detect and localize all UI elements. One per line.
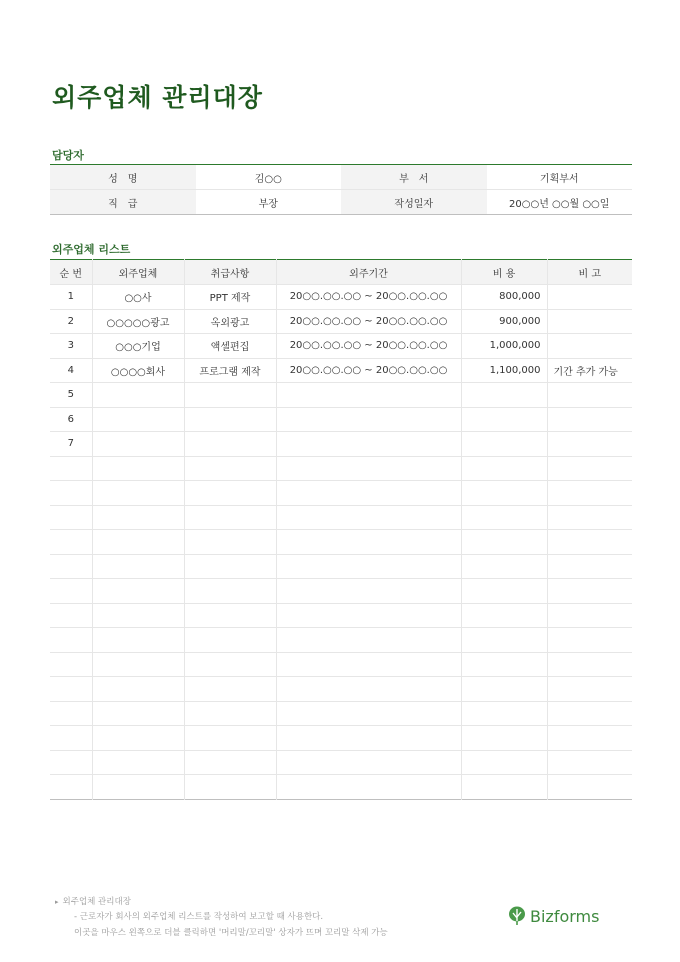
cell-company[interactable] bbox=[92, 432, 184, 457]
vendor-table bbox=[50, 259, 632, 800]
cell-cost[interactable] bbox=[461, 554, 547, 579]
cell-period[interactable] bbox=[276, 603, 461, 628]
cell-note[interactable] bbox=[547, 383, 632, 408]
col-header-note: 비 고 bbox=[547, 260, 632, 285]
cell-period[interactable] bbox=[276, 677, 461, 702]
col-header-no: 순 번 bbox=[50, 260, 92, 285]
cell-item[interactable]: 액셀편집 bbox=[184, 334, 276, 359]
cell-note[interactable] bbox=[547, 652, 632, 677]
cell-item[interactable] bbox=[184, 726, 276, 751]
cell-note[interactable] bbox=[547, 750, 632, 775]
cell-item[interactable] bbox=[184, 554, 276, 579]
cell-period[interactable] bbox=[276, 432, 461, 457]
cell-cost[interactable] bbox=[461, 677, 547, 702]
table-row bbox=[50, 652, 632, 677]
cell-company[interactable] bbox=[92, 505, 184, 530]
cell-company[interactable] bbox=[92, 701, 184, 726]
cell-period[interactable] bbox=[276, 750, 461, 775]
cell-item[interactable] bbox=[184, 579, 276, 604]
cell-period[interactable] bbox=[276, 383, 461, 408]
table-row bbox=[50, 383, 632, 408]
dept-label: 부 서 bbox=[341, 165, 487, 190]
cell-cost[interactable]: 1,100,000 bbox=[461, 358, 547, 383]
table-row bbox=[50, 726, 632, 751]
cell-note[interactable] bbox=[547, 407, 632, 432]
cell-item[interactable] bbox=[184, 407, 276, 432]
name-label: 성 명 bbox=[50, 165, 196, 190]
manager-row bbox=[50, 190, 632, 215]
manager-table bbox=[50, 164, 632, 215]
cell-note[interactable] bbox=[547, 481, 632, 506]
cell-note[interactable] bbox=[547, 285, 632, 310]
cell-period[interactable]: 20○○.○○.○○ ~ 20○○.○○.○○ bbox=[276, 309, 461, 334]
cell-item[interactable] bbox=[184, 383, 276, 408]
cell-no bbox=[50, 726, 92, 751]
footer-title-text: 외주업체 관리대장 bbox=[62, 897, 131, 907]
cell-no: 1 bbox=[50, 285, 92, 310]
cell-company[interactable] bbox=[92, 554, 184, 579]
cell-no: 4 bbox=[50, 358, 92, 383]
cell-item[interactable] bbox=[184, 652, 276, 677]
cell-note[interactable] bbox=[547, 628, 632, 653]
cell-no bbox=[50, 750, 92, 775]
cell-note[interactable] bbox=[547, 530, 632, 555]
vendor-table-header bbox=[50, 260, 632, 285]
cell-company[interactable] bbox=[92, 652, 184, 677]
cell-company[interactable] bbox=[92, 383, 184, 408]
cell-item[interactable] bbox=[184, 677, 276, 702]
cell-note[interactable] bbox=[547, 334, 632, 359]
cell-cost[interactable] bbox=[461, 775, 547, 800]
footer-description: - 근로자가 회사의 외주업체 리스트를 작성하여 보고할 때 사용한다. bbox=[74, 912, 324, 922]
cell-item[interactable] bbox=[184, 432, 276, 457]
cell-item[interactable] bbox=[184, 481, 276, 506]
cell-no bbox=[50, 530, 92, 555]
cell-company[interactable] bbox=[92, 579, 184, 604]
cell-company[interactable] bbox=[92, 775, 184, 800]
cell-no bbox=[50, 505, 92, 530]
table-row bbox=[50, 432, 632, 457]
table-row bbox=[50, 309, 632, 334]
cell-company[interactable] bbox=[92, 603, 184, 628]
cell-period[interactable] bbox=[276, 456, 461, 481]
tree-leaf-icon bbox=[508, 906, 526, 926]
cell-cost[interactable] bbox=[461, 456, 547, 481]
cell-period[interactable] bbox=[276, 407, 461, 432]
table-row bbox=[50, 628, 632, 653]
cell-no bbox=[50, 579, 92, 604]
cell-note[interactable] bbox=[547, 432, 632, 457]
cell-item[interactable] bbox=[184, 701, 276, 726]
cell-item[interactable] bbox=[184, 456, 276, 481]
cell-company[interactable] bbox=[92, 481, 184, 506]
cell-period[interactable]: 20○○.○○.○○ ~ 20○○.○○.○○ bbox=[276, 358, 461, 383]
position-value[interactable]: 부장 bbox=[196, 190, 342, 215]
cell-note[interactable] bbox=[547, 603, 632, 628]
cell-period[interactable] bbox=[276, 726, 461, 751]
manager-row bbox=[50, 165, 632, 190]
table-row bbox=[50, 603, 632, 628]
cell-item[interactable] bbox=[184, 750, 276, 775]
cell-item[interactable]: PPT 제작 bbox=[184, 285, 276, 310]
cell-cost[interactable] bbox=[461, 505, 547, 530]
cell-company[interactable] bbox=[92, 726, 184, 751]
triangle-bullet-icon: ▸ bbox=[55, 898, 59, 906]
table-row bbox=[50, 481, 632, 506]
cell-no bbox=[50, 775, 92, 800]
cell-no bbox=[50, 481, 92, 506]
cell-cost[interactable] bbox=[461, 603, 547, 628]
date-value[interactable]: 20○○년 ○○월 ○○일 bbox=[487, 190, 633, 215]
cell-note[interactable] bbox=[547, 775, 632, 800]
col-header-cost: 비 용 bbox=[461, 260, 547, 285]
cell-period[interactable] bbox=[276, 554, 461, 579]
footer-title bbox=[55, 895, 131, 907]
cell-cost[interactable] bbox=[461, 750, 547, 775]
cell-item[interactable]: 옥외광고 bbox=[184, 309, 276, 334]
cell-cost[interactable] bbox=[461, 652, 547, 677]
cell-no bbox=[50, 628, 92, 653]
cell-no: 3 bbox=[50, 334, 92, 359]
cell-no bbox=[50, 554, 92, 579]
name-value[interactable]: 김○○ bbox=[254, 173, 282, 185]
cell-no bbox=[50, 701, 92, 726]
cell-company[interactable] bbox=[92, 677, 184, 702]
cell-cost[interactable]: 800,000 bbox=[461, 285, 547, 310]
cell-note[interactable]: 기간 추가 가능 bbox=[547, 358, 632, 383]
cell-company[interactable]: ○○사 bbox=[92, 285, 184, 310]
table-row bbox=[50, 554, 632, 579]
table-row bbox=[50, 358, 632, 383]
cell-company[interactable] bbox=[92, 407, 184, 432]
cell-note[interactable] bbox=[547, 579, 632, 604]
cell-period[interactable]: 20○○.○○.○○ ~ 20○○.○○.○○ bbox=[276, 334, 461, 359]
cell-item[interactable] bbox=[184, 505, 276, 530]
table-row bbox=[50, 530, 632, 555]
cell-period[interactable] bbox=[276, 481, 461, 506]
cell-company[interactable] bbox=[92, 530, 184, 555]
cell-item[interactable]: 프로그램 제작 bbox=[184, 358, 276, 383]
cell-cost[interactable]: 900,000 bbox=[461, 309, 547, 334]
cell-period[interactable] bbox=[276, 652, 461, 677]
bizforms-logo bbox=[508, 906, 599, 926]
cell-period[interactable] bbox=[276, 579, 461, 604]
manager-section-heading: 담당자 bbox=[52, 149, 84, 162]
cell-period[interactable] bbox=[276, 775, 461, 800]
cell-no: 6 bbox=[50, 407, 92, 432]
cell-no: 5 bbox=[50, 383, 92, 408]
cell-note[interactable] bbox=[547, 554, 632, 579]
cell-note[interactable] bbox=[547, 456, 632, 481]
cell-cost[interactable] bbox=[461, 628, 547, 653]
cell-cost[interactable] bbox=[461, 481, 547, 506]
table-row bbox=[50, 334, 632, 359]
table-row bbox=[50, 750, 632, 775]
cell-company[interactable]: ○○○기업 bbox=[92, 334, 184, 359]
cell-no: 2 bbox=[50, 309, 92, 334]
table-row bbox=[50, 677, 632, 702]
table-row bbox=[50, 285, 632, 310]
cell-cost[interactable] bbox=[461, 579, 547, 604]
page-title: 외주업체 관리대장 bbox=[52, 83, 263, 112]
col-header-company: 외주업체 bbox=[92, 260, 184, 285]
logo-text: Bizforms bbox=[530, 906, 600, 926]
cell-company[interactable]: ○○○○회사 bbox=[92, 358, 184, 383]
vendor-section-heading: 외주업체 리스트 bbox=[52, 243, 131, 256]
cell-no: 7 bbox=[50, 432, 92, 457]
cell-item[interactable] bbox=[184, 603, 276, 628]
cell-cost[interactable] bbox=[461, 701, 547, 726]
cell-company[interactable] bbox=[92, 628, 184, 653]
table-row bbox=[50, 579, 632, 604]
cell-no bbox=[50, 456, 92, 481]
date-label: 작성일자 bbox=[341, 190, 487, 215]
vendor-table-body bbox=[50, 285, 632, 800]
cell-cost[interactable] bbox=[461, 432, 547, 457]
cell-period[interactable]: 20○○.○○.○○ ~ 20○○.○○.○○ bbox=[276, 285, 461, 310]
cell-note[interactable] bbox=[547, 701, 632, 726]
cell-period[interactable] bbox=[276, 628, 461, 653]
cell-cost[interactable] bbox=[461, 530, 547, 555]
cell-period[interactable] bbox=[276, 530, 461, 555]
table-row bbox=[50, 456, 632, 481]
cell-item[interactable] bbox=[184, 628, 276, 653]
cell-note[interactable] bbox=[547, 505, 632, 530]
table-row bbox=[50, 701, 632, 726]
cell-cost[interactable] bbox=[461, 726, 547, 751]
cell-no bbox=[50, 603, 92, 628]
cell-no bbox=[50, 652, 92, 677]
cell-no bbox=[50, 677, 92, 702]
cell-item[interactable] bbox=[184, 775, 276, 800]
cell-cost[interactable] bbox=[461, 407, 547, 432]
cell-note[interactable] bbox=[547, 309, 632, 334]
cell-company[interactable] bbox=[92, 750, 184, 775]
col-header-period: 외주기간 bbox=[276, 260, 461, 285]
table-row bbox=[50, 775, 632, 800]
cell-note[interactable] bbox=[547, 726, 632, 751]
table-row bbox=[50, 407, 632, 432]
dept-value[interactable]: 기획부서 bbox=[539, 173, 579, 185]
position-label: 직 급 bbox=[50, 190, 196, 215]
cell-company[interactable]: ○○○○○광고 bbox=[92, 309, 184, 334]
table-row bbox=[50, 505, 632, 530]
cell-note[interactable] bbox=[547, 677, 632, 702]
col-header-item: 취급사항 bbox=[184, 260, 276, 285]
cell-period[interactable] bbox=[276, 701, 461, 726]
cell-item[interactable] bbox=[184, 530, 276, 555]
cell-company[interactable] bbox=[92, 456, 184, 481]
footer-hint[interactable]: 이곳을 마우스 왼쪽으로 더블 클릭하면 '머리말/꼬리말' 상자가 뜨며 꼬리말 삭제 가능 bbox=[74, 928, 388, 938]
cell-period[interactable] bbox=[276, 505, 461, 530]
cell-cost[interactable]: 1,000,000 bbox=[461, 334, 547, 359]
cell-cost[interactable] bbox=[461, 383, 547, 408]
